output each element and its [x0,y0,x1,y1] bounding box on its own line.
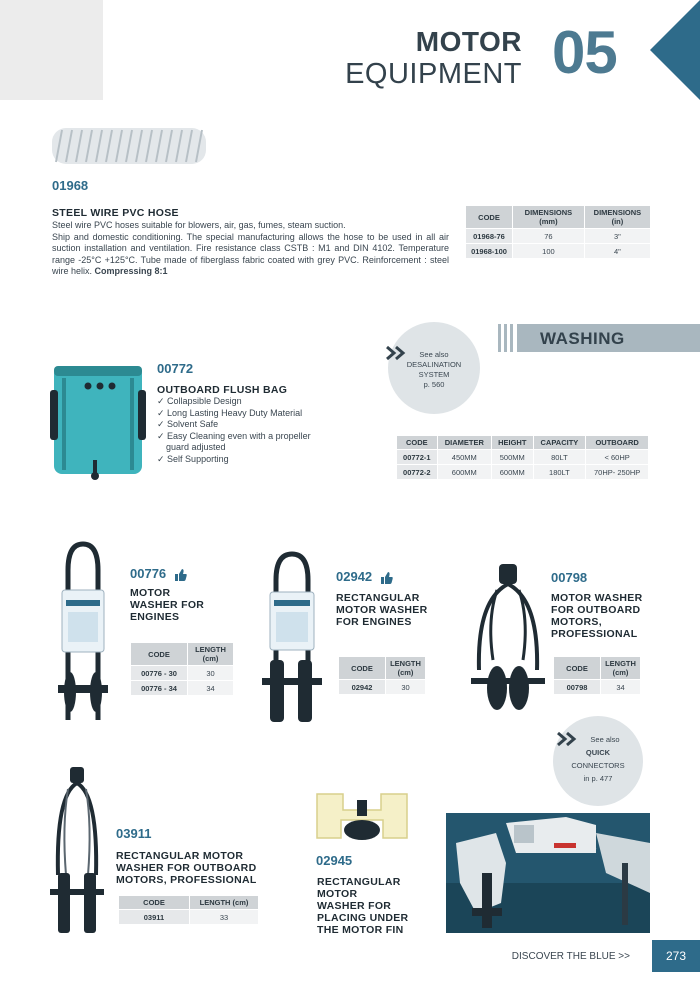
product-code-03911: 03911 [116,826,152,841]
washing-label: WASHING [540,329,625,348]
th-outboard: OUTBOARD [586,436,649,450]
product-code-00798: 00798 [551,570,588,585]
table-row [339,680,426,695]
cell: < 60HP [586,450,649,465]
product-code-02942: 02942 [336,569,393,584]
th-code: CODE [339,657,386,680]
product-title-03911: RECTANGULAR MOTOR WASHER FOR OUTBOARD MOTORS, PROFESSIONAL [116,850,257,886]
header-grey-block [0,0,103,100]
cell: 3" [584,229,650,244]
cell: 76 [513,229,585,244]
see-also-target-2: SYSTEM [418,370,450,379]
double-chevron-icon [385,345,407,361]
product-title-02942: RECTANGULAR MOTOR WASHER FOR ENGINES [336,592,428,628]
th-length: LENGTH (cm) [190,896,259,910]
cell: 34 [601,680,641,695]
th-length: LENGTH (cm) [188,643,234,666]
section-number: 05 [552,19,617,86]
th-code: CODE [554,657,601,680]
check-icon: ✓ [157,430,168,441]
motor-washer-03911-image [48,765,106,935]
product-title-00776: MOTOR WASHER FOR ENGINES [130,587,205,623]
product-code-01968: 01968 [52,178,89,193]
cell: 34 [188,681,234,696]
product-code-02945: 02945 [316,853,353,868]
hose-desc-line1: Steel wire PVC hoses suitable for blowers, air, gas, fumes, steam suction. [52,220,346,230]
see-also-label: See also [590,735,620,744]
product-title-flush-bag: OUTBOARD FLUSH BAG [157,384,288,396]
list-item: ✓ Collapsible Design [157,396,242,406]
th-diameter: DIAMETER [437,436,491,450]
thumbs-up-icon [380,572,393,584]
cell: 00776 - 34 [131,681,188,696]
cell: 80LT [533,450,586,465]
hose-desc-bold: Compressing 8:1 [94,266,168,276]
th-code: CODE [466,206,513,229]
th-code: CODE [119,896,190,910]
table-row [397,465,649,480]
table-00798 [553,656,641,695]
check-icon: ✓ [157,453,168,464]
motor-washer-02942-image [258,550,326,725]
table-00776 [130,642,234,696]
th-dim-mm: DIMENSIONS (mm) [513,206,585,229]
list-item: ✓ Self Supporting [157,453,229,464]
check-icon: ✓ [157,419,168,429]
cell: 450MM [437,450,491,465]
outboard-motor-photo [446,813,650,933]
cell: 30 [386,680,426,695]
th-height: HEIGHT [491,436,533,450]
cell: 03911 [119,910,190,925]
cell: 01968-100 [466,244,513,259]
see-also-label: See also [419,350,449,359]
section-title-line2: EQUIPMENT [345,58,522,90]
table-row [466,229,651,244]
cell: 00772-2 [397,465,438,480]
cell: 4" [584,244,650,259]
cell: 600MM [437,465,491,480]
cell: 33 [190,910,259,925]
list-item: guard adjusted [166,442,226,452]
section-title-line1: MOTOR [415,26,522,57]
hose-image [52,126,206,166]
see-also-desalination[interactable] [388,322,480,414]
table-02942 [338,656,426,695]
table-row [119,910,259,925]
washing-stripes [497,324,517,352]
hose-table [465,205,651,259]
check-icon: ✓ [157,396,168,406]
table-row [466,244,651,259]
see-also-target: DESALINATION [406,360,462,369]
cell: 02942 [339,680,386,695]
product-title-00798: MOTOR WASHER FOR OUTBOARD MOTORS, PROFESSIONAL [551,592,643,640]
product-code-00772: 00772 [157,361,194,376]
cell: 70HP- 250HP [586,465,649,480]
table-row [554,680,641,695]
table-03911 [118,895,259,925]
flush-bag-table [396,435,649,480]
table-row [131,666,234,681]
th-dim-in: DIMENSIONS (in) [584,206,650,229]
product-title-hose: STEEL WIRE PVC HOSE [52,207,179,219]
motor-washer-00798-image [467,560,549,715]
flush-bag-features [157,396,311,465]
cell: 00772-1 [397,450,438,465]
th-length: LENGTH (cm) [601,657,641,680]
cell: 00776 - 30 [131,666,188,681]
see-also-page: in p. 477 [583,774,613,783]
table-row [131,681,234,696]
see-also-quick-connectors[interactable] [553,716,643,806]
see-also-target: QUICK [585,748,611,757]
th-length: LENGTH (cm) [386,657,426,680]
cell: 01968-76 [466,229,513,244]
cell: 100 [513,244,585,259]
product-code-00776: 00776 [130,566,187,581]
cell: 180LT [533,465,586,480]
list-item: ✓ Long Lasting Heavy Duty Material [157,407,303,418]
cell: 30 [188,666,234,681]
see-also-page: p. 560 [423,380,445,389]
cell: 00798 [554,680,601,695]
th-code: CODE [131,643,188,666]
corner-arrow-icon [650,0,700,100]
cell: 600MM [491,465,533,480]
hose-description [52,220,449,278]
hose-desc-body: Ship and domestic conditioning. The special manufacturing allows the hose to be used in all air suction installation and ventilation. Fire resistance class CSTB : M1 and DIN 4102. Temperature range -25°C +125°C. Tube made of fiberglass fabric coated with grey PVC. Reinforcement : steel wire helix. [52,231,449,276]
table-row [397,450,649,465]
cell: 500MM [491,450,533,465]
th-capacity: CAPACITY [533,436,586,450]
motor-washer-02945-image [313,790,411,845]
thumbs-up-icon [174,569,187,581]
motor-washer-00776-image [48,540,118,725]
double-chevron-icon [556,731,578,747]
product-title-02945: RECTANGULAR MOTOR WASHER FOR PLACING UNDER THE MOTOR FIN [317,876,409,936]
footer-tagline: DISCOVER THE BLUE >> [511,951,630,962]
list-item: ✓ Solvent Safe [157,419,219,429]
see-also-target-2: CONNECTORS [571,761,625,770]
list-item: ✓ Easy Cleaning even with a propeller [157,430,311,441]
page-number: 273 [652,940,700,972]
check-icon: ✓ [157,407,168,418]
flush-bag-image [50,360,146,485]
th-code: CODE [397,436,438,450]
